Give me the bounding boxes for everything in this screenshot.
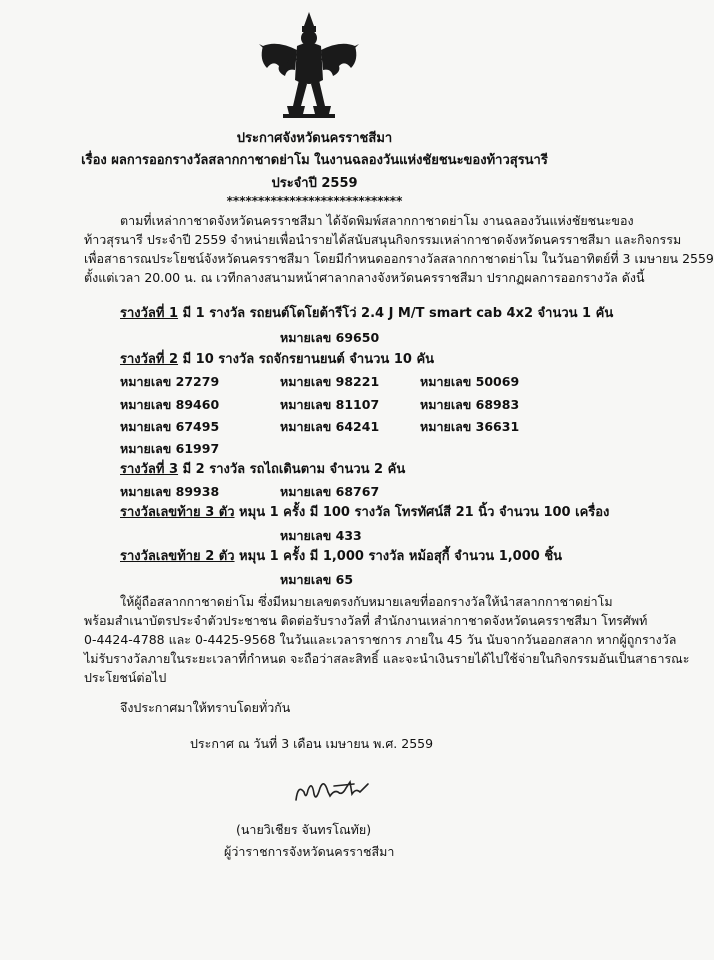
prize-3-line — [120, 462, 405, 478]
intro-line: ตามที่เหล่ากาชาดจังหวัดนครราชสีมา ได้จัดพิมพ์สลากกาชาดย่าโม งานฉลองวันแห่งชัยชนะของ — [120, 213, 634, 228]
intro-paragraph — [84, 211, 714, 287]
prize-number: หมายเลข 81107 — [280, 397, 380, 412]
intro-line: ตั้งแต่เวลา 20.00 น. ณ เวทีกลางสนามหน้าศาลากลางจังหวัดนครราชสีมา ปรากฏผลการออกรางวัล ดังนี้ — [84, 270, 645, 285]
closing-line: พร้อมสำเนาบัตรประจำตัวประชาชน ติดต่อรับรางวัลที่ สำนักงานเหล่ากาชาดจังหวัดนครราชสีมา โทรศัพท์ — [84, 613, 648, 628]
document-year: ประจำปี 2559 — [271, 176, 358, 191]
signatory-name: (นายวิเชียร จันทรโณทัย) — [236, 822, 372, 837]
prize-last2-label: รางวัลเลขท้าย 2 ตัว — [120, 549, 235, 564]
prize-2-desc: มี 10 รางวัล รถจักรยานยนต์ จำนวน 10 คัน — [178, 352, 435, 367]
prize-number: หมายเลข 68767 — [280, 484, 380, 499]
closing-line: ประโยชน์ต่อไป — [84, 670, 167, 685]
closing-line: 0-4424-4788 และ 0-4425-9568 ในวันและเวลาราชการ ภายใน 45 วัน นับจากวันออกสลาก หากผู้ถูกรางวัล — [84, 632, 677, 647]
signatory-position: ผู้ว่าราชการจังหวัดนครราชสีมา — [224, 844, 395, 859]
prize-last2-desc: หมุน 1 ครั้ง มี 1,000 รางวัล หม้อสุกี้ จำนวน 1,000 ชิ้น — [234, 549, 563, 564]
announce-line: จึงประกาศมาให้ทราบโดยทั่วกัน — [120, 700, 291, 715]
prize-1-line — [120, 306, 613, 322]
prize-number: หมายเลข 98221 — [280, 374, 380, 389]
garuda-emblem-icon — [257, 10, 361, 122]
prize-number: หมายเลข 89460 — [120, 397, 220, 412]
intro-line: ท้าวสุรนารี ประจำปี 2559 จำหน่ายเพื่อนำรายได้สนับสนุนกิจกรรมเหล่ากาชาดจังหวัดนครราชสีมา และกิจกรรม — [84, 232, 682, 247]
prize-number: หมายเลข 36631 — [420, 419, 520, 434]
star-divider: **************************** — [226, 194, 403, 208]
prize-last2-line — [120, 549, 562, 565]
prize-2-line — [120, 352, 434, 368]
prize-number: หมายเลข 65 — [280, 572, 354, 587]
prize-1-label: รางวัลที่ 1 — [120, 306, 179, 321]
prize-1-desc: มี 1 รางวัล รถยนต์โตโยต้ารีโว่ 2.4 J M/T smart cab 4x2 จำนวน 1 คัน — [178, 306, 614, 321]
prize-number: หมายเลข 69650 — [280, 330, 380, 345]
prize-last3-label: รางวัลเลขท้าย 3 ตัว — [120, 505, 235, 520]
closing-paragraph — [84, 592, 690, 687]
intro-line: เพื่อสาธารณประโยชน์จังหวัดนครราชสีมา โดยมีกำหนดออกรางวัลสลากกาชาดย่าโม ในวันอาทิตย์ที่ 3 เมษายน 2559 — [84, 251, 714, 266]
prize-number: หมายเลข 68983 — [420, 397, 520, 412]
announce-date: ประกาศ ณ วันที่ 3 เดือน เมษายน พ.ศ. 2559 — [190, 736, 434, 751]
prize-number: หมายเลข 64241 — [280, 419, 380, 434]
handwritten-signature — [290, 770, 380, 810]
prize-3-desc: มี 2 รางวัล รถไถเดินตาม จำนวน 2 คัน — [178, 462, 406, 477]
page-title: ประกาศจังหวัดนครราชสีมา — [236, 131, 393, 146]
prize-number: หมายเลข 433 — [280, 528, 362, 543]
prize-last3-desc: หมุน 1 ครั้ง มี 100 รางวัล โทรทัศน์สี 21 นิ้ว จำนวน 100 เครื่อง — [234, 505, 610, 520]
prize-number: หมายเลข 50069 — [420, 374, 520, 389]
closing-line: ให้ผู้ถือสลากกาชาดย่าโม ซึ่งมีหมายเลขตรงกับหมายเลขที่ออกรางวัลให้นำสลากกาชาดย่าโม — [120, 594, 613, 609]
prize-2-label: รางวัลที่ 2 — [120, 352, 179, 367]
prize-number: หมายเลข 61997 — [120, 441, 220, 456]
prize-number: หมายเลข 89938 — [120, 484, 220, 499]
prize-number: หมายเลข 27279 — [120, 374, 220, 389]
closing-line: ไม่รับรางวัลภายในระยะเวลาที่กำหนด จะถือว่าสละสิทธิ์ และจะนำเงินรายได้ไปใช้จ่ายในกิจกรรมอันเป็นสาธารณะ — [84, 651, 690, 666]
prize-number: หมายเลข 67495 — [120, 419, 220, 434]
document-subject: เรื่อง ผลการออกรางวัลสลากกาชาดย่าโม ในงานฉลองวันแห่งชัยชนะของท้าวสุรนารี — [81, 153, 548, 168]
prize-last3-line — [120, 505, 609, 521]
prize-3-label: รางวัลที่ 3 — [120, 462, 179, 477]
